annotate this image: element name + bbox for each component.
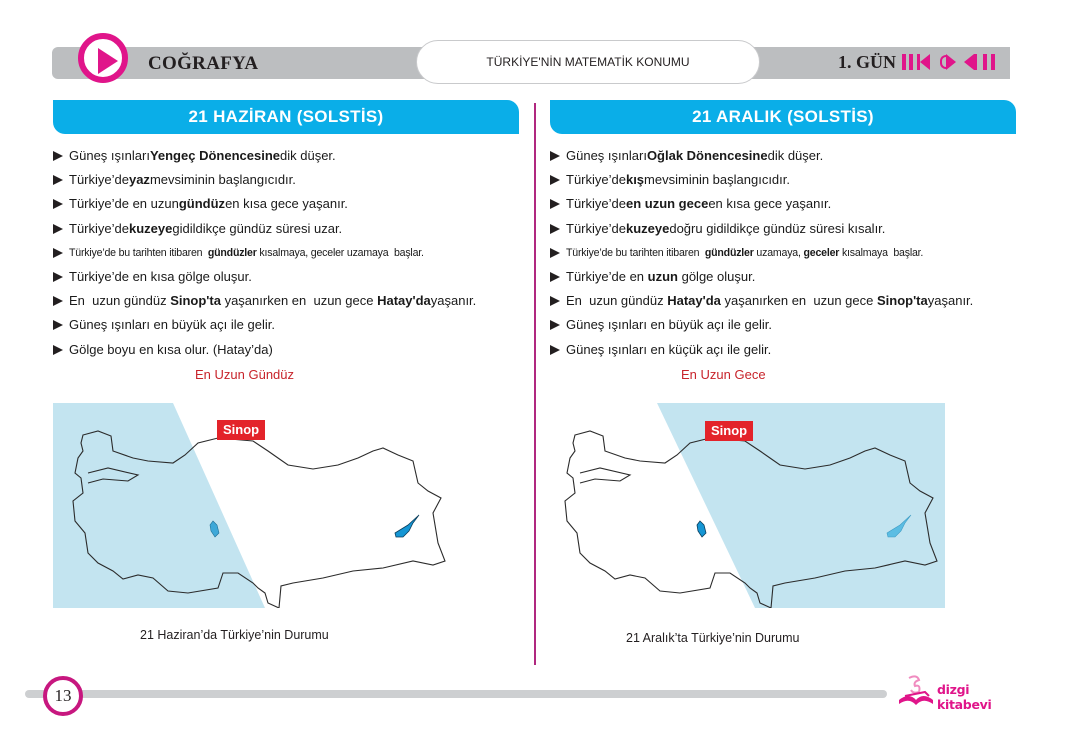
list-item: Türkiye’de kuzeye gidildikçe gündüz süresi uzar. xyxy=(53,217,519,241)
bullet-arrow-icon xyxy=(53,296,63,306)
bullet-list xyxy=(53,144,519,362)
bullet-arrow-icon xyxy=(53,345,63,355)
subject-title: COĞRAFYA xyxy=(148,53,259,74)
list-item: Türkiye’de en uzun gölge oluşur. xyxy=(550,265,1016,289)
publisher-name: dizgi kitabevi xyxy=(937,682,992,712)
december-turkey-map xyxy=(545,403,945,608)
map-title: En Uzun Gündüz xyxy=(195,367,295,382)
list-item: Türkiye’de en kısa gölge oluşur. xyxy=(53,265,519,289)
sinop-label: Sinop xyxy=(217,420,265,440)
bullet-arrow-icon xyxy=(53,175,63,185)
bullet-arrow-icon xyxy=(53,224,63,234)
bullet-list xyxy=(550,144,1016,362)
list-item: Güneş ışınları en küçük açı ile gelir. xyxy=(550,338,1016,362)
list-item: En uzun gündüz Hatay'da yaşanırken en uzun gece Sinop'ta yaşanır. xyxy=(550,289,1016,313)
bullet-arrow-icon xyxy=(53,320,63,330)
media-controls xyxy=(902,52,1012,72)
topic-title: TÜRKİYE'NİN MATEMATİK KONUMU xyxy=(416,40,760,84)
june-turkey-map xyxy=(53,403,453,608)
map-caption: 21 Aralık’ta Türkiye’nin Durumu xyxy=(626,631,800,645)
night-shade-area xyxy=(657,403,945,608)
column-divider xyxy=(534,103,536,665)
list-item: Türkiye’de bu tarihten itibaren gündüzler kısalmaya, geceler uzamaya başlar. xyxy=(53,241,519,265)
list-item: Güneş ışınları Oğlak Dönencesine dik düşer. xyxy=(550,144,1016,168)
map-title: En Uzun Gece xyxy=(681,367,766,382)
map-caption: 21 Haziran’da Türkiye’nin Durumu xyxy=(140,628,329,642)
june-solstice-section xyxy=(53,100,519,362)
bullet-arrow-icon xyxy=(53,248,63,258)
list-item: Güneş ışınları Yengeç Dönencesine dik düşer. xyxy=(53,144,519,168)
lake-van xyxy=(395,515,419,537)
book-logo-icon xyxy=(895,670,937,710)
list-item: Gölge boyu en kısa olur. (Hatay’da) xyxy=(53,338,519,362)
bullet-arrow-icon xyxy=(550,248,560,258)
list-item: Türkiye’de en uzun gündüz en kısa gece yaşanır. xyxy=(53,192,519,216)
section-banner: 21 HAZİRAN (SOLSTİS) xyxy=(53,100,519,134)
list-item: Güneş ışınları en büyük açı ile gelir. xyxy=(550,313,1016,337)
bullet-arrow-icon xyxy=(550,175,560,185)
list-item: Türkiye’de kış mevsiminin başlangıcıdır. xyxy=(550,168,1016,192)
list-item: Türkiye’de kuzeye doğru gidildikçe gündüz süresi kısalır. xyxy=(550,217,1016,241)
bullet-arrow-icon xyxy=(550,199,560,209)
list-item: Güneş ışınları en büyük açı ile gelir. xyxy=(53,313,519,337)
bullet-arrow-icon xyxy=(550,296,560,306)
play-logo-icon xyxy=(78,33,128,83)
list-item: Türkiye’de yaz mevsiminin başlangıcıdır. xyxy=(53,168,519,192)
list-item: Türkiye’de en uzun gece en kısa gece yaşanır. xyxy=(550,192,1016,216)
footer-bar xyxy=(25,690,887,698)
bullet-arrow-icon xyxy=(53,199,63,209)
december-solstice-section xyxy=(550,100,1016,362)
list-item: En uzun gündüz Sinop'ta yaşanırken en uzun gece Hatay'da yaşanır. xyxy=(53,289,519,313)
bullet-arrow-icon xyxy=(53,272,63,282)
sinop-label: Sinop xyxy=(705,421,753,441)
bullet-arrow-icon xyxy=(550,272,560,282)
lake-tuz xyxy=(697,521,706,537)
section-banner: 21 ARALIK (SOLSTİS) xyxy=(550,100,1016,134)
bullet-arrow-icon xyxy=(550,320,560,330)
bullet-arrow-icon xyxy=(550,224,560,234)
day-label: 1. GÜN xyxy=(838,52,896,72)
bullet-arrow-icon xyxy=(53,151,63,161)
list-item: Türkiye’de bu tarihten itibaren gündüzler uzamaya, geceler kısalmaya başlar. xyxy=(550,241,1016,265)
page-number: 13 xyxy=(43,676,83,716)
bullet-arrow-icon xyxy=(550,345,560,355)
bullet-arrow-icon xyxy=(550,151,560,161)
publisher-logo xyxy=(895,670,1025,710)
